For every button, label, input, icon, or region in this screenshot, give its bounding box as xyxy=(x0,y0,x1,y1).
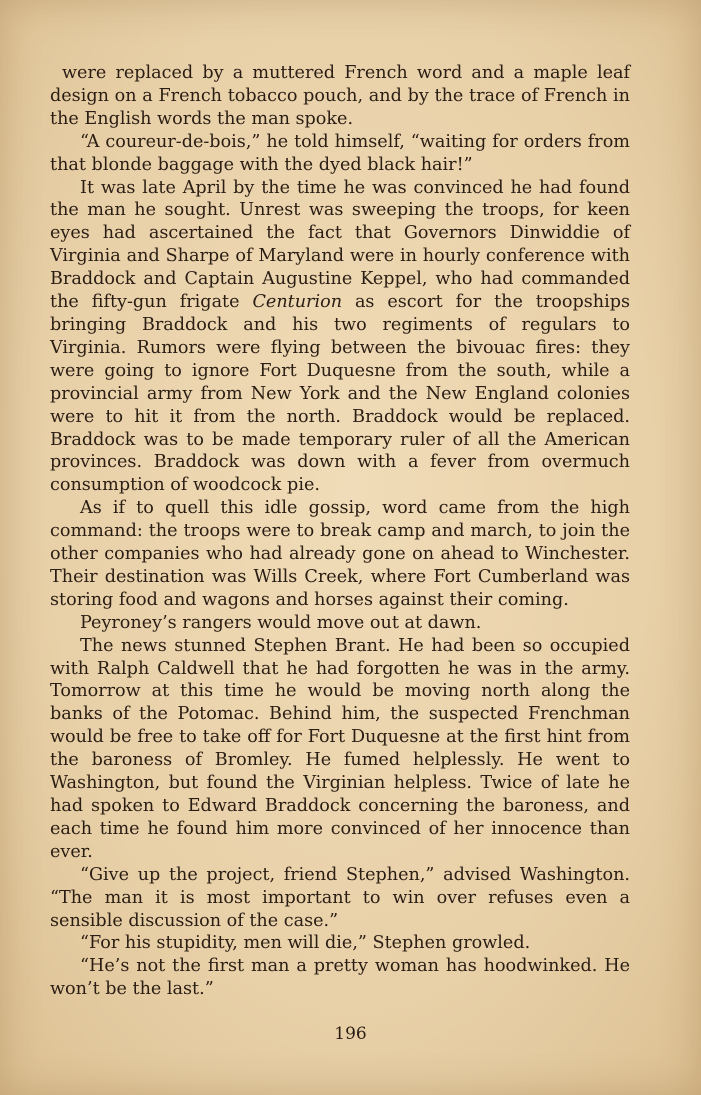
ship-name: Centurion xyxy=(252,292,343,313)
paragraph-4: As if to quell this idle gossip, word came from the high command: the troops were to break camp and march, to join the other companies who had already gone on ahead to Winchester. Their destination was Wills Creek, where Fort Cumberland was storing food and wagons and horses against their coming. xyxy=(50,498,630,610)
body-text xyxy=(50,62,630,1001)
paragraph-5: Peyroney’s rangers would move out at dawn. xyxy=(80,612,482,633)
paragraph-1: were replaced by a muttered French word and a maple leaf design on a French tobacco pouch, and by the trace of French in the English words the man spoke. xyxy=(50,63,630,129)
paragraph-7: “Give up the project, friend Stephen,” advised Washington. “The man it is most important to win over refuses even a sensible discussion of the case.” xyxy=(50,864,630,931)
paragraph-2: “A coureur-de-bois,” he told himself, “waiting for orders from that blonde baggage with the dyed black hair!” xyxy=(50,131,630,175)
paragraph-8: “For his stupidity, men will die,” Stephen growled. xyxy=(80,933,531,954)
paragraph-9: “He’s not the first man a pretty woman has hoodwinked. He won’t be the last.” xyxy=(50,956,630,1000)
paragraph-6: The news stunned Stephen Brant. He had been so occupied with Ralph Caldwell that he had forgotten he was in the army. Tomorrow at this time he would be moving north along the banks of the Potomac. Behind him, the suspected Frenchman would be free to take off for Fort Duquesne at the first hint from the baroness of Bromley. He fumed helplessly. He went to Washington, but found the Virginian helpless. Twice of late he had spoken to Edward Braddock concerning the baroness, and each time he found him more convinced of her innocence than ever. xyxy=(50,635,630,862)
paragraph-3: It was late April by the time he was convinced he had found the man he sought. Unrest was sweeping the troops, for keen eyes had ascertained the fact that Governors Dinwiddie of Virginia and Sharpe of Maryland were in hourly conference with Braddock and Captain Augustine Keppel, who had commanded the fifty-gun frigate Centurion as escort for the troopships bringing Braddock and his two regiments of regulars to Virginia. Rumors were flying between the bivouac fires: they were going to ignore Fort Duquesne from the south, while a provincial army from New York and the New England colonies were to hit it from the north. Braddock would be replaced. Braddock was to be made temporary ruler of all the American provinces. Braddock was down with a fever from overmuch consumption of woodcock pie. xyxy=(50,177,630,496)
page-number: 196 xyxy=(334,1024,367,1044)
